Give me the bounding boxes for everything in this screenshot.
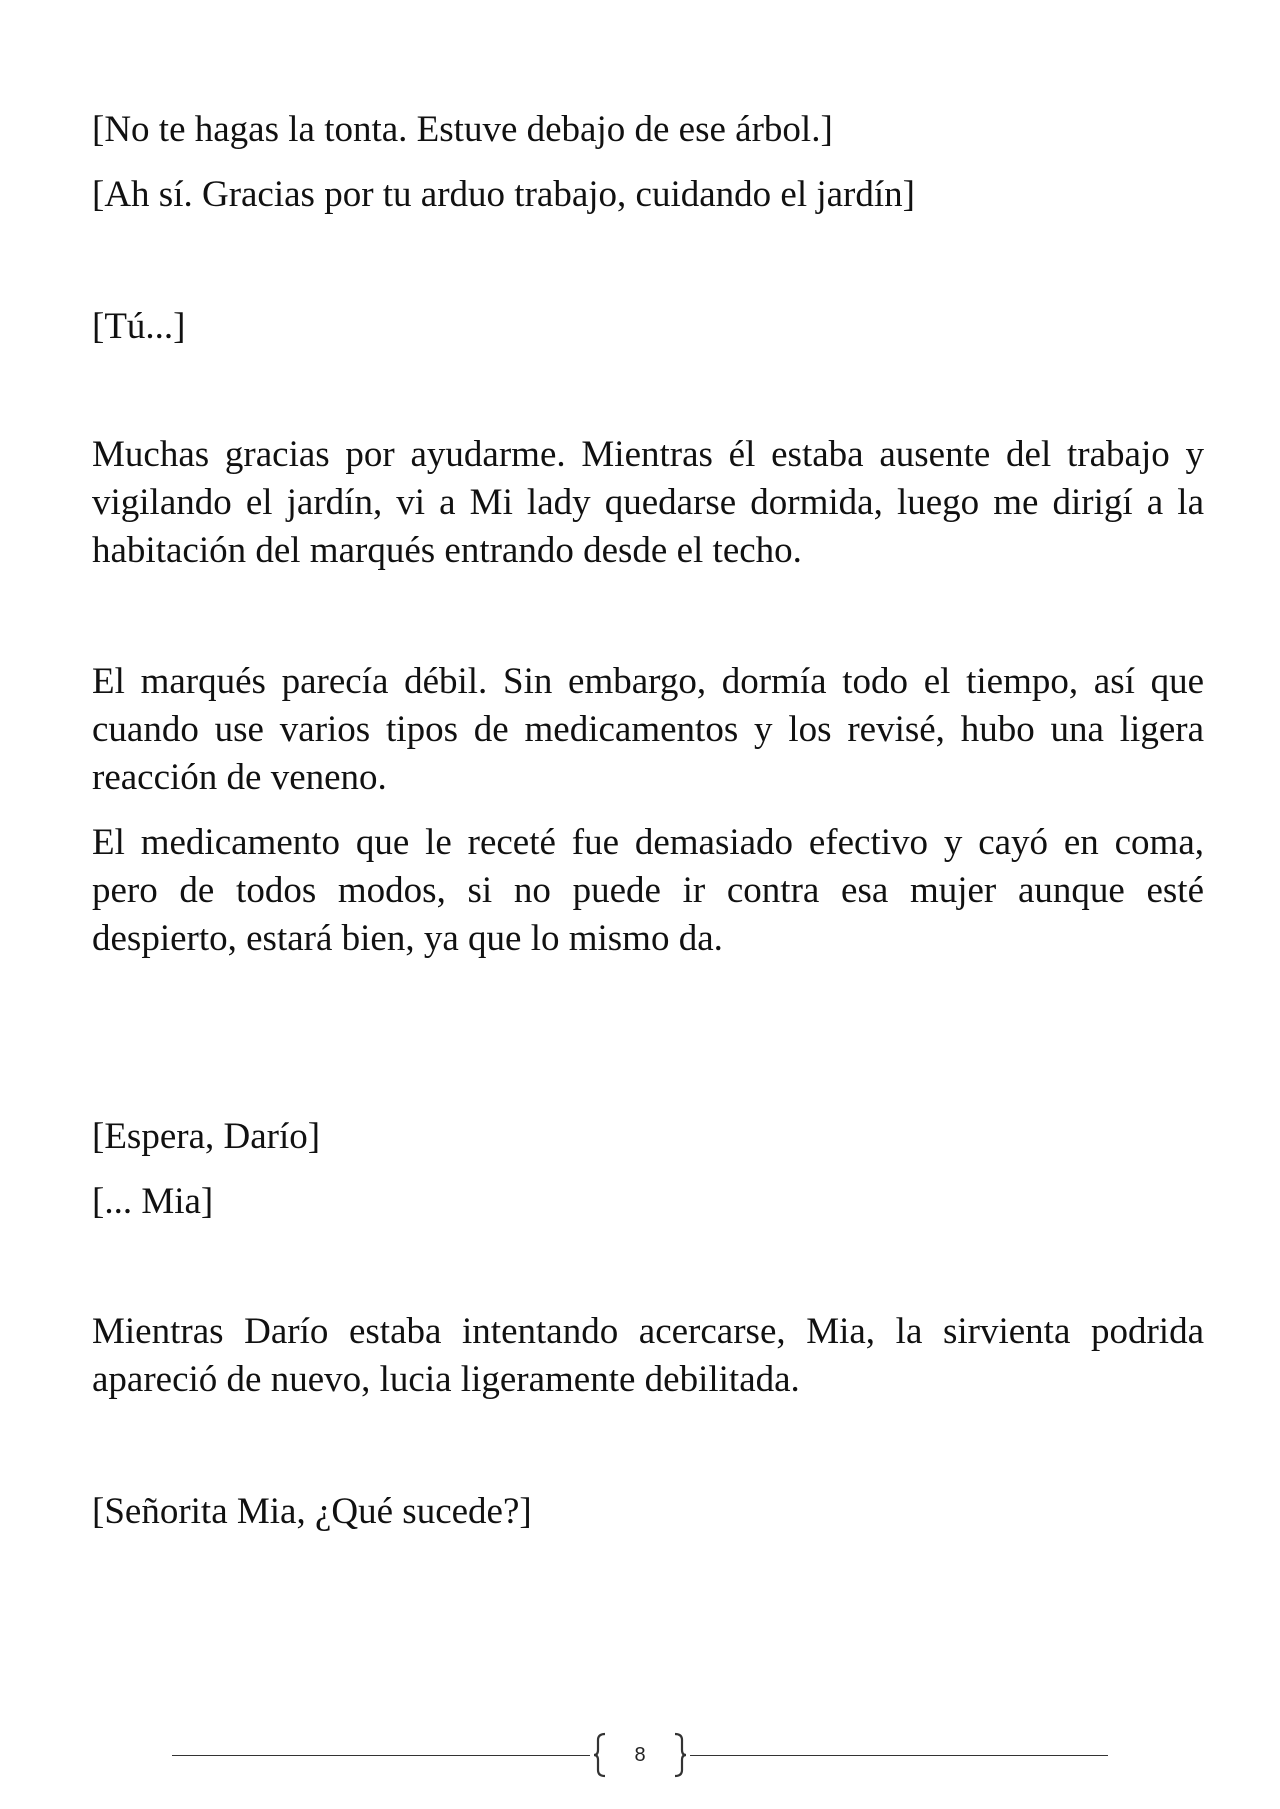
paragraph-narration-2: El marqués parecía débil. Sin embargo, dormía todo el tiempo, así que cuando use varios tipos de medicamentos y los revisé, hubo una ligera reacción de veneno. (92, 661, 1204, 798)
left-brace-icon (592, 1732, 608, 1778)
right-brace-icon (672, 1732, 688, 1778)
paragraph-dialogue-3: [Tú...] (92, 306, 186, 347)
paragraph-narration-3: El medicamento que le receté fue demasiado efectivo y cayó en coma, pero de todos modos, si no puede ir contra esa mujer aunque esté despierto, estará bien, ya que lo mismo da. (92, 822, 1204, 959)
paragraph-narration-4: Mientras Darío estaba intentando acercarse, Mia, la sirvienta podrida apareció de nuevo, lucia ligeramente debilitada. (92, 1311, 1204, 1400)
page-number: 8 (634, 1744, 646, 1766)
paragraph-dialogue-2: [Ah sí. Gracias por tu arduo trabajo, cuidando el jardín] (92, 174, 915, 215)
paragraph-dialogue-5: [... Mia] (92, 1181, 214, 1222)
paragraph-narration-1: Muchas gracias por ayudarme. Mientras él estaba ausente del trabajo y vigilando el jardín, vi a Mi lady quedarse dormida, luego me dirigí a la habitación del marqués entrando desde el techo. (92, 434, 1204, 571)
footer-rule-left (172, 1755, 590, 1756)
footer-rule-right (690, 1755, 1108, 1756)
page-footer (172, 1732, 1108, 1780)
paragraph-dialogue-4: [Espera, Darío] (92, 1116, 321, 1157)
paragraph-dialogue-1: [No te hagas la tonta. Estuve debajo de ese árbol.] (92, 109, 833, 150)
paragraph-dialogue-6: [Señorita Mia, ¿Qué sucede?] (92, 1491, 532, 1532)
